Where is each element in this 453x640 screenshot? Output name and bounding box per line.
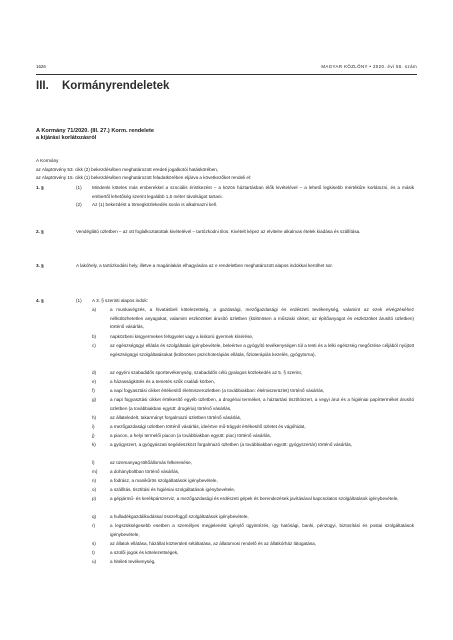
point-letter: e) [92,379,97,384]
preamble-line: A Kormány [36,158,59,163]
point-text: a napi fogyasztási cikket értékesítő egyéb üzletben, a drogériai terméket, a háztartási tisztítószert, a vegyi árut és a higiéniai papírterméket árusító üzletben (a továbbiakban együtt: drogéria) történő vásárlás, [110,397,414,411]
point-letter: s) [92,541,96,546]
point-letter: f) [92,388,95,393]
point-text: a hitéleti tevékenység, [110,559,156,564]
decree-title [36,128,336,142]
section-number: 4. § [36,298,44,303]
point-letter: o) [92,487,97,492]
point-text: az egészségügyi ellátás és szolgáltatás igénybevétele, beleértve a gyógyító tevékenységen túl a testi és a lelki egészség megőrzése céljából nyújtott egészségügyi szolgáltatásokat (különösen pszichoterápiás ellátás, fizioterápiás kezelés, gyógytorna), [110,343,414,357]
point-letter: g) [92,397,97,402]
section-number: 3. § [36,263,44,268]
point-text: a napi fogyasztási cikket értékesítő élelmiszerüzletben (a továbbiakban: élelmiszerüzlet) történő vásárlás, [110,388,325,393]
journal-title: MAGYAR KÖZLÖNY • 2020. évi 56. szám [321,64,417,69]
chapter-title: Kormányrendeletek [62,80,170,92]
point-text: a munkavégzés, a hivatásbeli kötelezettség, a gazdasági, mezőgazdasági és erdészeti tevékenység, valamint az ezek elvégzéséhez nélkülözhetetlen anyagokat, valamint eszközöket árusító üzletben (különösen a műszaki cikket, az építőanyagot és eszközöket árusító üzletben) történő vásárlás, [110,307,414,330]
point-text: a fodrász, a manikűrös szolgáltatások igénybevétele, [110,478,218,483]
point-letter: c) [92,343,96,348]
point-letter: i) [92,424,95,429]
point-letter: j) [92,433,95,438]
point-text: a mezőgazdasági üzletben történő vásárlás, ideértve mű-trágyát értékesítő üzletet és vágóhidat, [110,424,306,429]
page-number: 1626 [36,64,46,69]
point-text: az állatok ellátása, házállat közterületi sétáltatása, az állatorvosi rendelő és az állatkórház látogatása, [110,541,317,546]
section-number: 1. § [36,185,44,190]
preamble [36,157,416,183]
point-text: a piacon, a helyi termelői piacon (a továbbiakban együtt: piac) történő vásárlás, [110,433,272,438]
point-letter: m) [92,469,98,474]
point-letter: r) [92,523,96,528]
point-letter: h) [92,415,97,420]
point-letter: q) [92,514,97,519]
chapter-heading [36,80,169,92]
paragraph-number: (1) [76,298,82,303]
point-text: az állateledelt, takarmányt forgalmazó üzletben történő vásárlás, [110,415,242,420]
paragraph-text: Az (1) bekezdést a tömegközlekedés során is alkalmazni kell. [92,202,218,207]
point-letter: n) [92,478,97,483]
paragraph-number: (2) [76,202,82,207]
point-text: a házasságkötés és a temetés szűk családi körben, [110,379,215,384]
chapter-number: III. [36,80,49,92]
point-text: a legszükségesebb esetben a személyes megjelenést igénylő ügyintézés, így hatósági, banki, pénzügyi, biztosítási és postai szolgáltatások igénybevétele, [110,523,414,537]
point-text: a hulladékgazdálkodással összefüggő szolgáltatások igénybevétele, [110,514,249,519]
section-text: A lakóhely, a tartózkodási hely, illetve a magánlakás elhagyására az e rendeletben meghatározott alapos indokkal kerülhet sor. [76,263,333,268]
point-letter: a) [92,307,97,312]
point-letter: p) [92,496,97,501]
point-letter: b) [92,334,97,339]
point-letter: l) [92,460,95,465]
paragraph-text: Mindenki köteles más emberekkel a szociális érintkezést – a közös háztartásban élők kivételével – a lehető legkisebb mértékűre korlátozni, és a másik embertől lehetőség szerint legalább 1,5 méter távolságot tartani. [92,185,414,199]
running-header [36,62,417,75]
point-text: napközbeni kisgyermekes felügyelet vagy a kiskorú gyermek kísérése, [110,334,254,339]
section-number: 2. § [36,229,44,234]
point-letter: t) [92,550,95,555]
section-text: Vendéglátó üzletben – az ott foglalkoztatottak kivételével – tartózkodni tilos. Kivételt képez az elvitelre alkalmas ételek kiadása és szállítása. [76,229,361,234]
point-letter: d) [92,370,97,375]
paragraph-number: (1) [76,185,82,190]
point-letter: k) [92,442,96,447]
point-text: a gyógyszert, a gyógyászati segédeszközt forgalmazó üzletben (a továbbiakban együtt: gyógyszertár) történő vásárlás, [110,442,353,447]
point-letter: u) [92,559,97,564]
point-text: a gépjármű- és kerékpárszerviz, a mezőgazdasági és erdészeti gépek és berendezések javításával kapcsolatos szolgáltatások igénybevétele, [110,496,399,501]
point-text: az egyéni szabadidős sporttevékenység, szabadidős célú gyalogos közlekedés az 5. § szerint, [110,370,303,375]
decree-title-line: A Kormány 71/2020. (III. 27.) Korm. rendelete [36,128,154,134]
preamble-line: az Alaptörvény 15. cikk (1) bekezdésében meghatározott feladatkörében eljárva a következőket rendeli el: [36,175,252,181]
point-text: az üzemanyag-töltőállomás felkeresése, [110,460,192,465]
paragraph-text: A 3. § szerinti alapos indok: [92,298,148,303]
point-text: a dohányboltban történő vásárlás, [110,469,180,474]
point-text: a szállítás, tisztítási és higiéniai szolgáltatások igénybevétele, [110,487,236,492]
point-text: a szülői jogok és kötelezettségek, [110,550,179,555]
preamble-line: az Alaptörvény 53. cikk (2) bekezdésében meghatározott eredeti jogalkotói hatáskörében, [36,166,219,172]
decree-subtitle: a kijárási korlátozásról [36,135,97,141]
